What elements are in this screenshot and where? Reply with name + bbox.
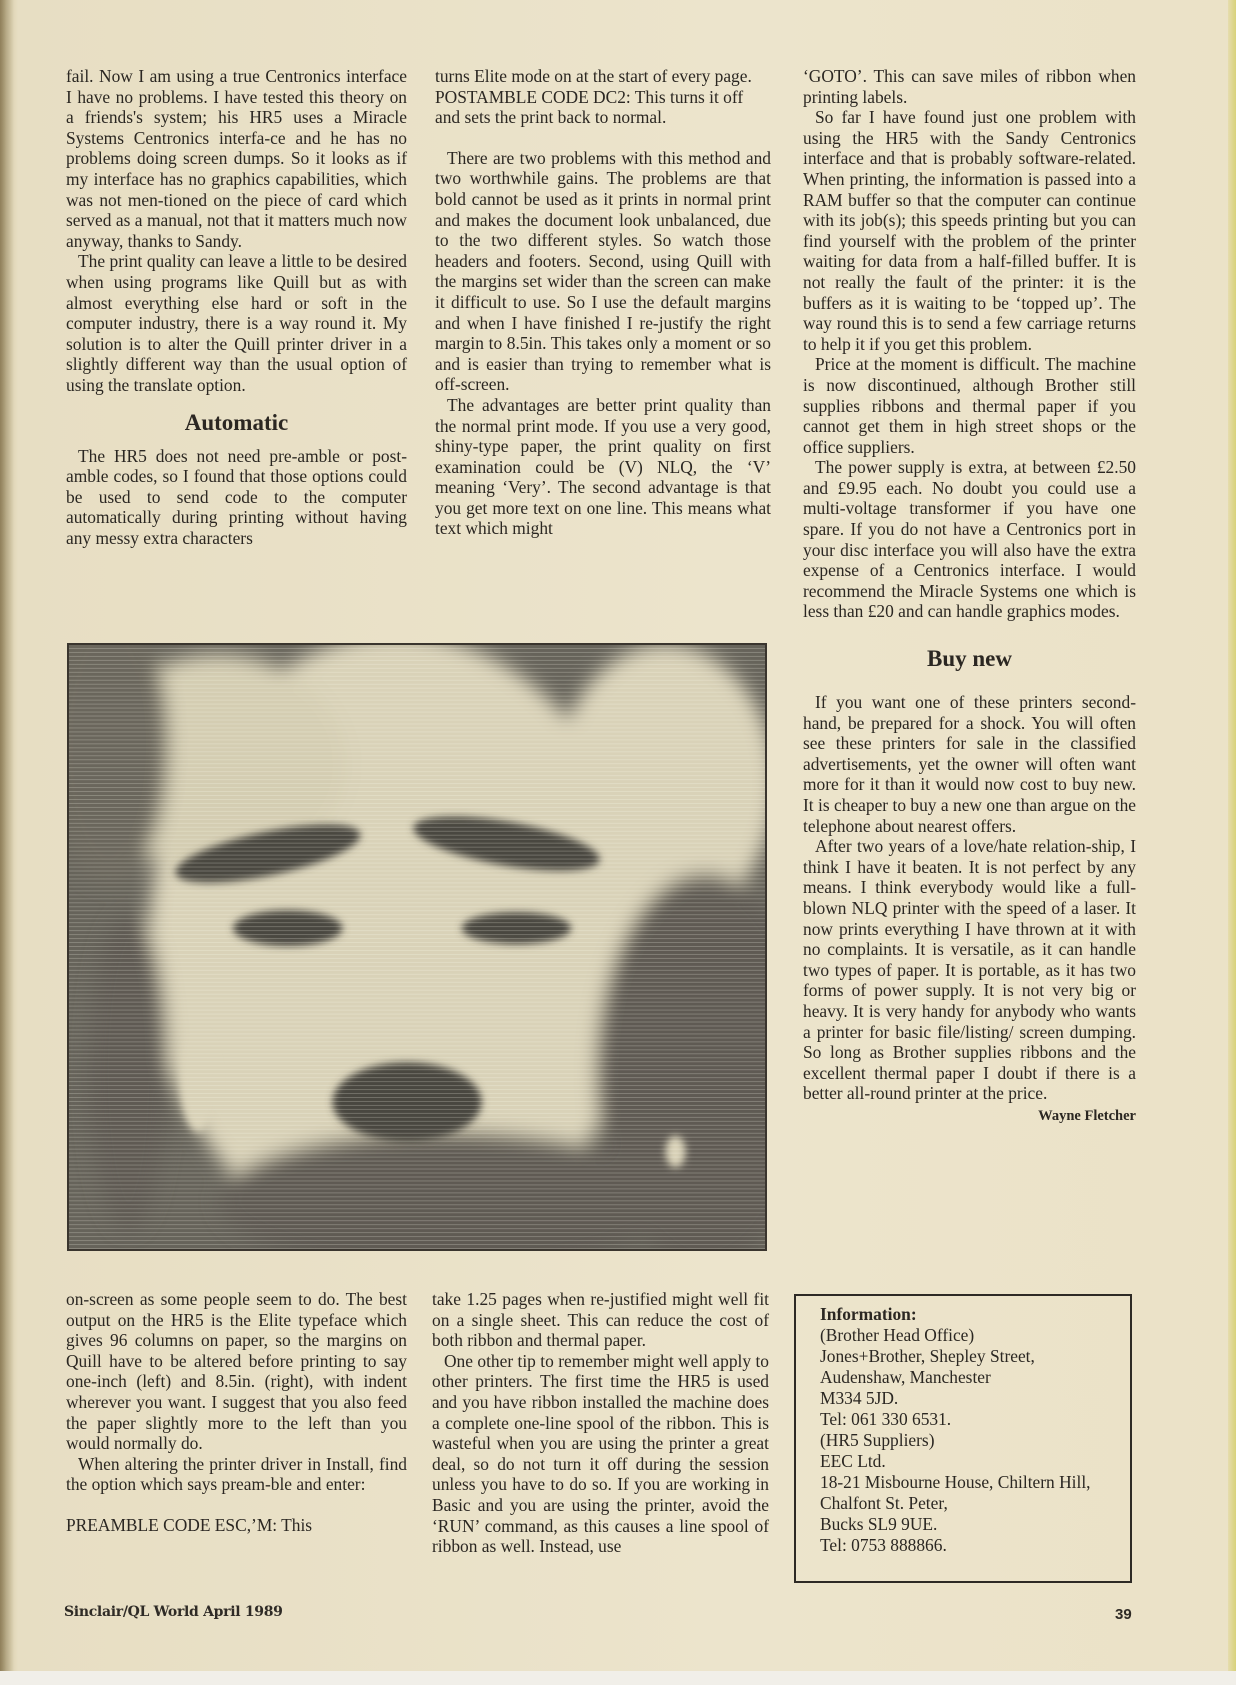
paragraph: turns Elite mode on at the start of every page.	[435, 66, 752, 86]
paragraph: The HR5 does not need pre-amble or post-amble codes, so I found that those options could be used to send code to the computer automatically during printing without having any messy extra characters	[66, 445, 407, 548]
information-box	[794, 1294, 1132, 1583]
paragraph: ‘GOTO’. This can save miles of ribbon when printing labels.	[803, 66, 1136, 107]
article-column-1-top	[66, 66, 407, 548]
spine-shadow	[0, 0, 14, 1685]
paragraph: If you want one of these printers second-hand, be prepared for a shock. You will often see these printers for sale in the classified advertisements, yet the owner will often want more for it than it would now cost to buy new. It is cheaper to buy a new one than argue on the telephone about nearest offers.	[803, 692, 1136, 836]
paragraph: take 1.25 pages when re-justified might well fit on a single sheet. This can reduce the cost of both ribbon and thermal paper.	[432, 1289, 769, 1351]
paragraph: There are two problems with this method and two worthwhile gains. The problems are that bold cannot be used as it prints in normal print and makes the document look unbalanced, due to the two different styles. So watch those headers and footers. Second, using Quill with the margins set wider than the screen can make it difficult to use. So I use the default margins and when I have finished I re-justify the right margin to 8.5in. This takes only a moment or so and is easier than trying to remember what is off-screen.	[435, 147, 771, 395]
publication-footer: Sinclair/QL World April 1989	[64, 1604, 283, 1620]
section-heading-automatic: Automatic	[184, 409, 289, 435]
article-column-1-bottom	[66, 1289, 407, 1536]
paragraph: on-screen as some people seem to do. The best output on the HR5 is the Elite typeface which gives 96 columns on paper, so the margins on Quill have to be altered before printing to say one-inch (left) and 8.5in. (right), with indent wherever you want. I suggest that you also feed the paper slightly more to the left than you would normally do.	[66, 1289, 407, 1454]
screen-dump-photo	[67, 643, 767, 1251]
info-box-title: Information:	[820, 1304, 917, 1324]
paragraph: The power supply is extra, at between £2.50 and £9.95 each. No doubt you could use a multi-voltage transformer if you have one spare. If you do not have a Centronics port in your disc interface you will also have the extra expense of a Centronics interface. I would recommend the Miracle Systems one which is less than £20 and can handle graphics modes.	[803, 457, 1136, 622]
article-column-2-top	[435, 66, 771, 539]
section-heading-buy-new: Buy new	[927, 646, 1012, 672]
article-column-2-bottom	[432, 1289, 769, 1557]
face-image	[69, 645, 765, 1249]
info-line: Bucks SL9 9UE.	[820, 1514, 938, 1534]
info-line: Jones+Brother, Shepley Street,	[820, 1346, 1035, 1366]
scan-border	[0, 1671, 1236, 1685]
info-line: EEC Ltd.	[820, 1451, 886, 1471]
code-line-postamble: POSTAMBLE CODE DC2: This turns it off and sets the print back to normal.	[435, 86, 744, 128]
info-line: Audenshaw, Manchester	[820, 1367, 991, 1387]
article-column-3	[803, 66, 1136, 1126]
paragraph: The print quality can leave a little to be desired when using programs like Quill but as with almost everything else hard or soft in the computer industry, there is a way round it. My solution is to alter the Quill printer driver in a slightly different way than the usual option of using the translate option.	[66, 251, 407, 395]
paragraph: fail. Now I am using a true Centronics interface I have no problems. I have tested this theory on a friends's system; his HR5 uses a Miracle Systems Centronics interfa-ce and he has no problems doing screen dumps. So it looks as if my interface has no graphics capabilities, which was not men-tioned on the piece of card which served as a manual, not that it matters much now anyway, thanks to Sandy.	[66, 66, 407, 251]
paragraph: One other tip to remember might well apply to other printers. The first time the HR5 is used and you have ribbon installed the machine does a complete one-line spool of the ribbon. This is wasteful when you are using the printer a great deal, so do not turn it off during the session unless you have to do so. If you are working in Basic and you are using the printer, avoid the ‘RUN’ command, as this causes a line spool of ribbon as well. Instead, use	[432, 1350, 769, 1557]
info-line: (HR5 Suppliers)	[820, 1430, 935, 1450]
info-line: Tel: 061 330 6531.	[820, 1409, 952, 1429]
info-line: (Brother Head Office)	[820, 1325, 975, 1345]
info-line: Chalfont St. Peter,	[820, 1493, 948, 1513]
info-line: M334 5JD.	[820, 1388, 899, 1408]
paragraph: So far I have found just one problem with using the HR5 with the Sandy Centronics interface and that is probably software-related. When printing, the information is passed into a RAM buffer so that the computer can continue with its job(s); this speeds printing but you can find yourself with the problem of the printer waiting for data from a half-filled buffer. It is not really the fault of the printer: it is the buffers as it is waiting to be ‘topped up’. The way round this is to send a few carriage returns to help it if you get this problem.	[803, 107, 1136, 354]
paragraph: After two years of a love/hate relation-ship, I think I have it beaten. It is not perfect by any means. I think everybody would like a full-blown NLQ printer with the speed of a laser. It now prints everything I have thrown at it with no complaints. It is versatile, as it can handle two types of paper. It is portable, as it has two forms of power supply. It is not very big or heavy. It is very handy for anybody who wants a printer for basic file/listing/ screen dumping. So long as Brother supplies ribbons and the excellent thermal paper I doubt if there is a better all-round printer at the price.	[803, 836, 1136, 1104]
info-line: 18-21 Misbourne House, Chiltern Hill,	[820, 1472, 1091, 1492]
author-byline: Wayne Fletcher	[1038, 1107, 1136, 1124]
page-edge	[1228, 0, 1236, 1685]
paragraph: When altering the printer driver in Install, find the option which says pream-ble and enter:	[66, 1453, 407, 1495]
info-line: Tel: 0753 888866.	[820, 1535, 947, 1555]
code-line-preamble: PREAMBLE CODE ESC,’M: This	[66, 1514, 313, 1535]
paragraph: The advantages are better print quality than the normal print mode. If you use a very good, shiny-type paper, the print quality on first examination could be (V) NLQ, the ‘V’ meaning ‘Very’. The second advantage is that you get more text on one line. This means what text which might	[435, 394, 771, 539]
paragraph: Price at the moment is difficult. The machine is now discontinued, although Brother still supplies ribbons and thermal paper if you cannot get them in high street shops or the office suppliers.	[803, 354, 1136, 457]
page-number: 39	[1115, 1606, 1132, 1623]
